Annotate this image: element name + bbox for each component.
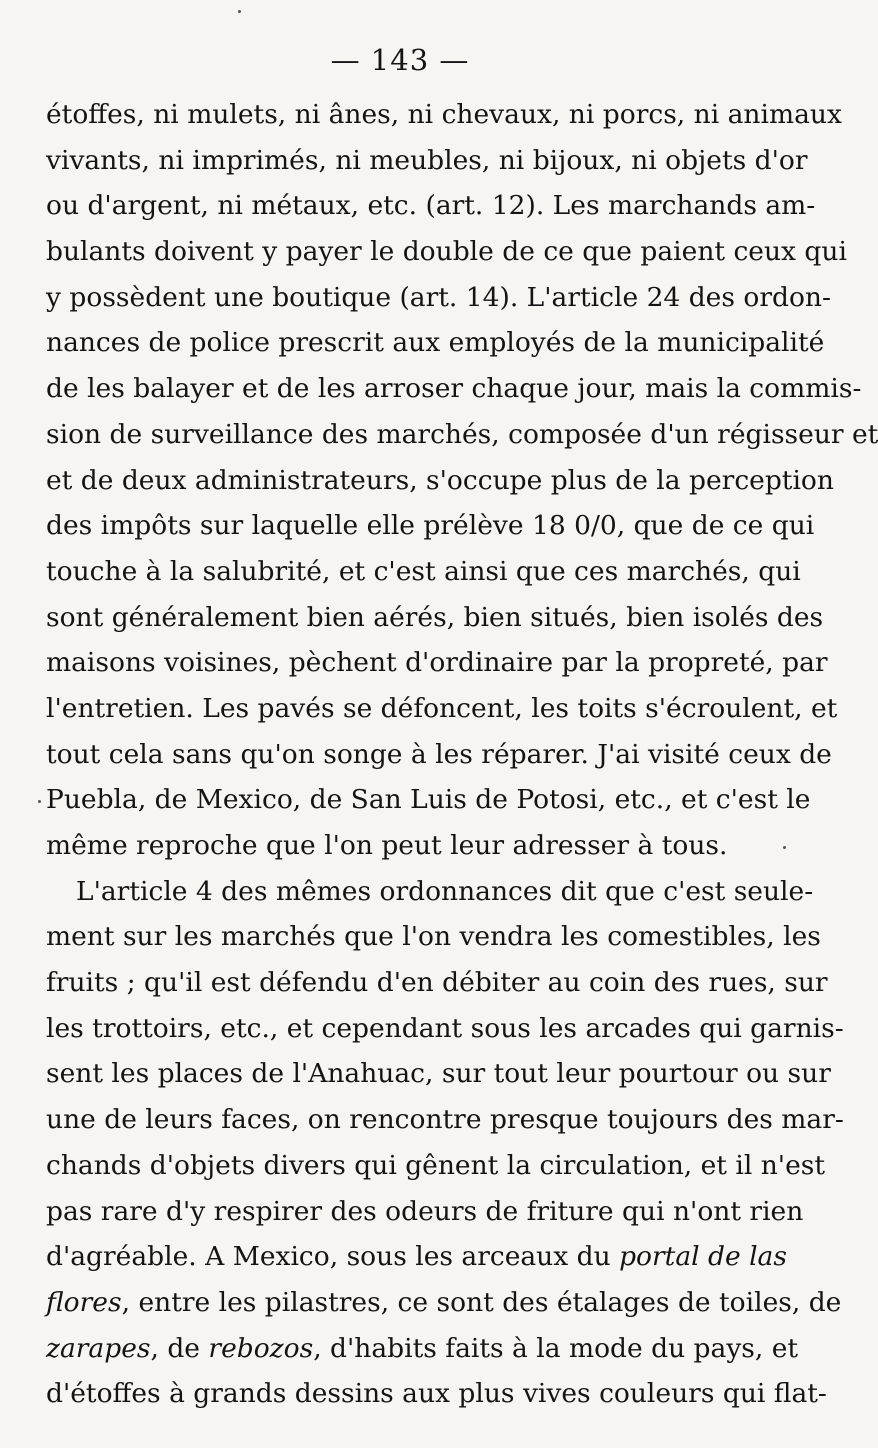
text-run: , de xyxy=(150,1332,209,1364)
text-line: bulants doivent y payer le double de ce que paient ceux qui xyxy=(46,236,847,268)
page-number: — 143 — xyxy=(330,43,470,77)
italic-term: rebozos xyxy=(208,1332,314,1364)
text-run: , d'habits faits à la mode du pays, et xyxy=(313,1332,799,1364)
text-line: l'entretien. Les pavés se défoncent, les toits s'écroulent, et xyxy=(46,692,838,724)
text-line: des impôts sur laquelle elle prélève 18 0/0, que de ce qui xyxy=(46,510,815,542)
text-line: les trottoirs, etc., et cependant sous les arcades qui garnis- xyxy=(46,1012,844,1044)
text-line: ou d'argent, ni métaux, etc. (art. 12). Les marchands am- xyxy=(46,190,816,222)
text-line: pas rare d'y respirer des odeurs de friture qui n'ont rien xyxy=(46,1195,804,1227)
text-line: de les balayer et de les arroser chaque jour, mais la commis- xyxy=(46,373,862,405)
italic-term: zarapes xyxy=(46,1332,151,1364)
paper-speck xyxy=(238,10,241,13)
text-line: Puebla, de Mexico, de San Luis de Potosi, etc., et c'est le xyxy=(46,784,811,816)
text-line: sent les places de l'Anahuac, sur tout leur pourtour ou sur xyxy=(46,1058,831,1090)
text-line: chands d'objets divers qui gênent la circulation, et il n'est xyxy=(46,1149,826,1181)
text-line: d'étoffes à grands dessins aux plus vives couleurs qui flat- xyxy=(46,1378,827,1410)
text-line: vivants, ni imprimés, ni meubles, ni bijoux, ni objets d'or xyxy=(46,144,808,176)
text-line: sont généralement bien aérés, bien situés, bien isolés des xyxy=(46,601,824,633)
text-line: ment sur les marchés que l'on vendra les comestibles, les xyxy=(46,921,821,953)
italic-term: flores xyxy=(46,1286,122,1318)
text-line: sion de surveillance des marchés, composée d'un régisseur et xyxy=(46,418,878,450)
text-line xyxy=(46,1326,799,1372)
text-line: touche à la salubrité, et c'est ainsi que ces marchés, qui xyxy=(46,555,801,587)
text-line: étoffes, ni mulets, ni ânes, ni chevaux, ni porcs, ni animaux xyxy=(46,99,842,130)
paper-speck xyxy=(38,800,41,803)
text-line: même reproche que l'on peut leur adresser à tous. xyxy=(46,830,728,861)
text-line: et de deux administrateurs, s'occupe plus de la perception xyxy=(46,464,834,496)
text-line xyxy=(46,1234,787,1280)
text-run: d'agréable. A Mexico, sous les arceaux du xyxy=(46,1241,620,1273)
text-line: tout cela sans qu'on songe à les réparer. J'ai visité ceux de xyxy=(46,738,832,770)
paragraph-2 xyxy=(46,869,844,1417)
text-line: fruits ; qu'il est défendu d'en débiter au coin des rues, sur xyxy=(46,967,828,999)
paragraph-1 xyxy=(46,92,878,869)
text-run: , entre les pilastres, ce sont des étalages de toiles, de xyxy=(121,1286,842,1318)
text-line xyxy=(46,1280,842,1326)
page-body xyxy=(46,92,878,1417)
text-line: L'article 4 des mêmes ordonnances dit que c'est seule- xyxy=(76,875,814,907)
italic-term: portal de las xyxy=(619,1241,787,1273)
text-line: y possèdent une boutique (art. 14). L'article 24 des ordon- xyxy=(46,281,831,313)
text-line: une de leurs faces, on rencontre presque toujours des mar- xyxy=(46,1104,844,1136)
text-line: maisons voisines, pèchent d'ordinaire par la propreté, par xyxy=(46,647,828,679)
paper-speck xyxy=(783,846,786,849)
text-line: nances de police prescrit aux employés de la municipalité xyxy=(46,327,825,359)
